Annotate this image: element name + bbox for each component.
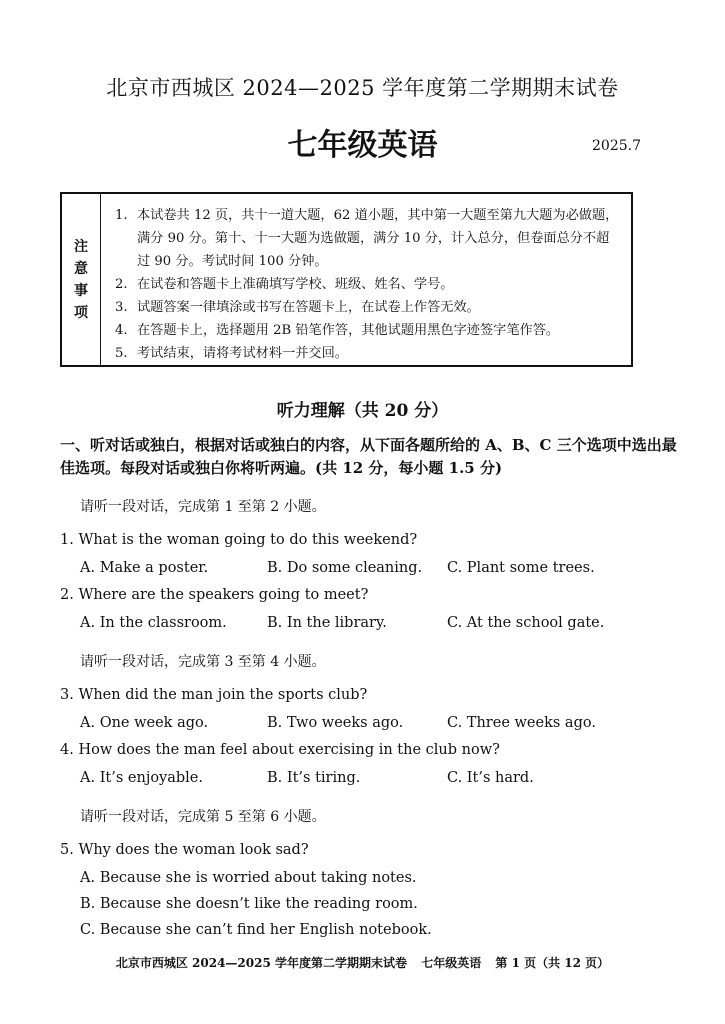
option-row xyxy=(60,555,690,582)
part-instruction: 一、听对话或独白，根据对话或独白的内容，从下面各题所给的 A、B、C 三个选项中选出最佳选项。每段对话或独白你将听两遍。(共 12 分，每小题 1.5 分) xyxy=(60,436,677,477)
option-c: C. At the school gate. xyxy=(447,615,605,631)
footer-exam: 北京市西城区 2024—2025 学年度第二学期期末试卷 xyxy=(115,956,407,970)
option-a: A. Make a poster. xyxy=(80,560,209,576)
question-stem: 3. When did the man join the sports club? xyxy=(60,687,368,703)
notice-item-text: 考试结束，请将考试材料一并交回。 xyxy=(137,346,348,361)
option-c: C. Because she can’t find her English notebook. xyxy=(80,922,432,938)
option-b: B. In the library. xyxy=(267,615,387,631)
option-row xyxy=(60,610,690,637)
question-stem: 5. Why does the woman look sad? xyxy=(60,842,309,858)
notice-item xyxy=(115,342,621,365)
footer-page: 第 1 页（共 12 页） xyxy=(495,956,610,970)
notice-item xyxy=(115,273,621,296)
option-a: A. One week ago. xyxy=(80,715,209,731)
notice-item-number: 5. xyxy=(115,346,128,361)
footer-subject: 七年级英语 xyxy=(421,956,482,970)
option-row xyxy=(60,710,690,737)
notice-item-number: 4. xyxy=(115,323,128,338)
question-list xyxy=(60,494,690,943)
option-row xyxy=(60,765,690,792)
subject-title: 七年级英语 xyxy=(287,128,438,163)
notice-list xyxy=(101,194,631,365)
exam-date: 2025.7 xyxy=(592,138,641,154)
dialog-intro: 请听一段对话，完成第 1 至第 2 小题。 xyxy=(80,499,326,515)
question-stem: 2. Where are the speakers going to meet? xyxy=(60,587,369,603)
page-footer xyxy=(0,954,725,971)
option-c: C. Three weeks ago. xyxy=(447,715,596,731)
option-b: B. Because she doesn’t like the reading room. xyxy=(80,896,418,912)
question-stem: 1. What is the woman going to do this weekend? xyxy=(60,532,418,548)
option-b: B. Two weeks ago. xyxy=(267,715,404,731)
notice-item-text: 在试卷和答题卡上准确填写学校、班级、姓名、学号。 xyxy=(137,277,454,292)
option-a: A. It’s enjoyable. xyxy=(80,770,203,786)
notice-label-char: 意 xyxy=(74,260,88,277)
notice-item-number: 2. xyxy=(115,277,128,292)
notice-label-char: 事 xyxy=(74,282,88,299)
notice-item-text: 本试卷共 12 页，共十一道大题，62 道小题，其中第一大题至第九大题为必做题，满分 90 分。第十、十一大题为选做题，满分 10 分，计入总分，但卷面总分不超过 90 分。考试时间 100 分钟。 xyxy=(137,208,619,269)
notice-item-text: 在答题卡上，选择题用 2B 铅笔作答，其他试题用黑色字迹签字笔作答。 xyxy=(137,323,560,338)
option-b: B. Do some cleaning. xyxy=(267,560,423,576)
notice-item xyxy=(115,296,621,319)
option-b: B. It’s tiring. xyxy=(267,770,361,786)
notice-label-char: 项 xyxy=(74,304,88,321)
question-stem: 4. How does the man feel about exercising in the club now? xyxy=(60,742,500,758)
option-a: A. Because she is worried about taking notes. xyxy=(80,870,417,886)
option-c: C. It’s hard. xyxy=(447,770,534,786)
section-title: 听力理解（共 20 分） xyxy=(276,401,449,421)
notice-item xyxy=(115,319,621,342)
option-c: C. Plant some trees. xyxy=(447,560,595,576)
option-a: A. In the classroom. xyxy=(80,615,227,631)
exam-title: 北京市西城区 2024—2025 学年度第二学期期末试卷 xyxy=(106,76,619,100)
notice-label xyxy=(62,194,101,365)
notice-item-text: 试题答案一律填涂或书写在答题卡上，在试卷上作答无效。 xyxy=(137,300,480,315)
dialog-intro: 请听一段对话，完成第 5 至第 6 小题。 xyxy=(80,809,326,825)
notice-item-number: 3. xyxy=(115,300,128,315)
notice-item xyxy=(115,204,621,273)
notice-box xyxy=(60,192,633,367)
dialog-intro: 请听一段对话，完成第 3 至第 4 小题。 xyxy=(80,654,326,670)
notice-label-char: 注 xyxy=(74,238,88,255)
notice-item-number: 1. xyxy=(115,208,128,223)
